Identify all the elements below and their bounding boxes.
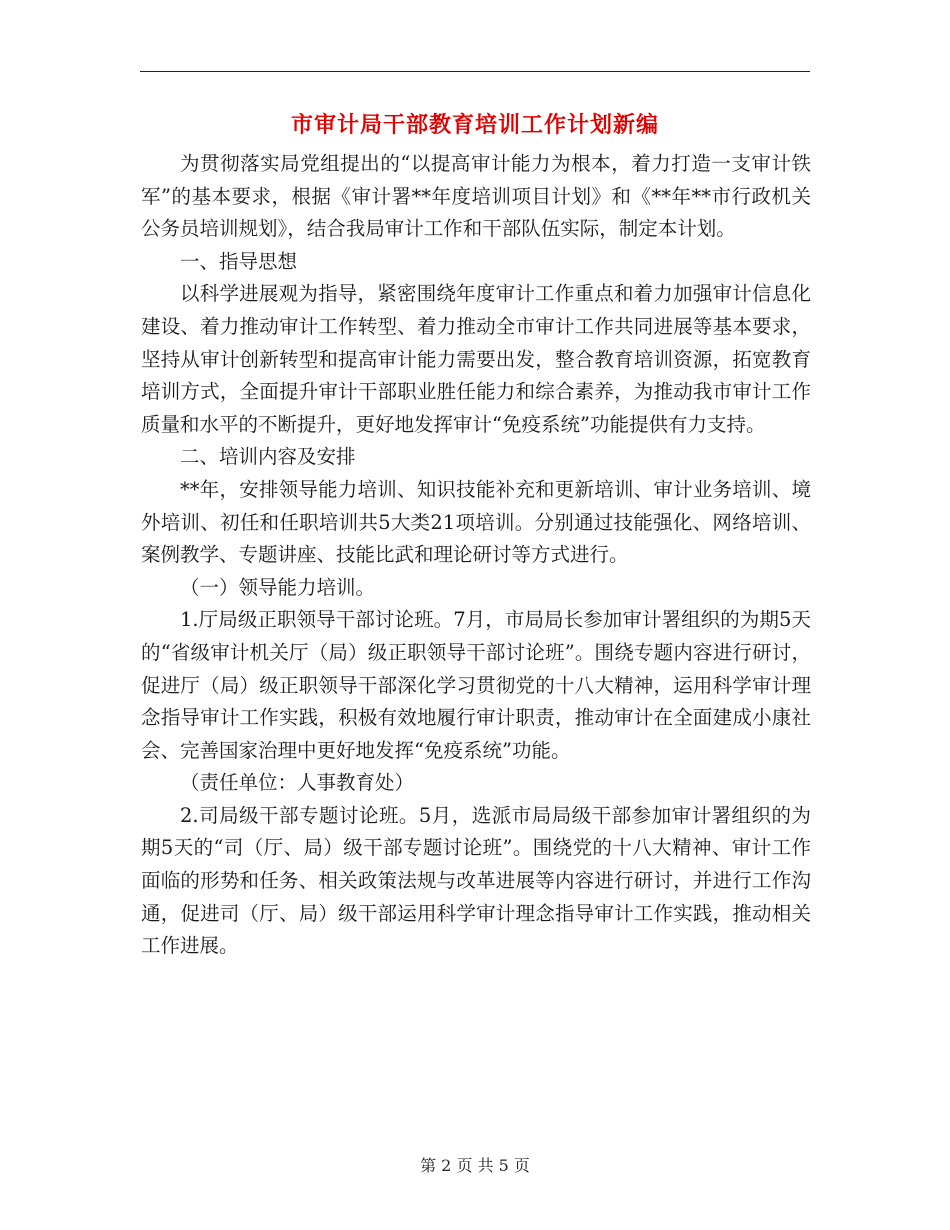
paragraph-intro: 为贯彻落实局党组提出的“以提高审计能力为根本，着力打造一支审计铁军”的基本要求，根据《审计署**年度培训项目计划》和《**年**市行政机关公务员培训规划》，结合我局审计工作和干部队伍实际，制定本计划。	[141, 152, 811, 241]
paragraph-responsible-unit: （责任单位：人事教育处）	[180, 771, 415, 795]
paragraph-item-2: 2.司局级干部专题讨论班。5月，选派市局局级干部参加审计署组织的为期5天的“司（厅、局）级干部专题讨论班”。围绕党的十八大精神、审计工作面临的形势和任务、相关政策法规与改革进展等内容进行研讨，并进行工作沟通，促进司（厅、局）级干部运用科学审计理念指导审计工作实践，推动相关工作进展。	[141, 803, 811, 958]
heading-guiding-ideology: 一、指导思想	[180, 249, 298, 273]
paragraph-guiding-ideology: 以科学进展观为指导，紧密围绕年度审计工作重点和着力加强审计信息化建设、着力推动审计工作转型、着力推动全市审计工作共同进展等基本要求，坚持从审计创新转型和提高审计能力需要出发，整合教育培训资源，拓宽教育培训方式，全面提升审计干部职业胜任能力和综合素养，为推动我市审计工作质量和水平的不断提升，更好地发挥审计“免疫系统”功能提供有力支持。	[141, 282, 811, 436]
page-number: 第 2 页 共 5 页	[420, 1156, 530, 1175]
paragraph-item-1: 1.厅局级正职领导干部讨论班。7月，市局局长参加审计署组织的为期5天的“省级审计机关厅（局）级正职领导干部讨论班”。围绕专题内容进行研讨，促进厅（局）级正职领导干部深化学习贯彻党的十八大精神，运用科学审计理念指导审计工作实践，积极有效地履行审计职责，推动审计在全面建成小康社会、完善国家治理中更好地发挥“免疫系统”功能。	[141, 608, 811, 762]
heading-training-content: 二、培训内容及安排	[180, 445, 356, 469]
document-body	[141, 148, 811, 963]
subheading-leadership-training: （一）领导能力培训。	[180, 575, 376, 599]
document-title: 市审计局干部教育培训工作计划新编	[290, 113, 659, 138]
header-rule	[140, 71, 810, 72]
paragraph-training-overview: **年，安排领导能力培训、知识技能补充和更新培训、审计业务培训、境外培训、初任和任职培训共5大类21项培训。分别通过技能强化、网络培训、案例教学、专题讲座、技能比武和理论研讨等方式进行。	[141, 477, 811, 567]
